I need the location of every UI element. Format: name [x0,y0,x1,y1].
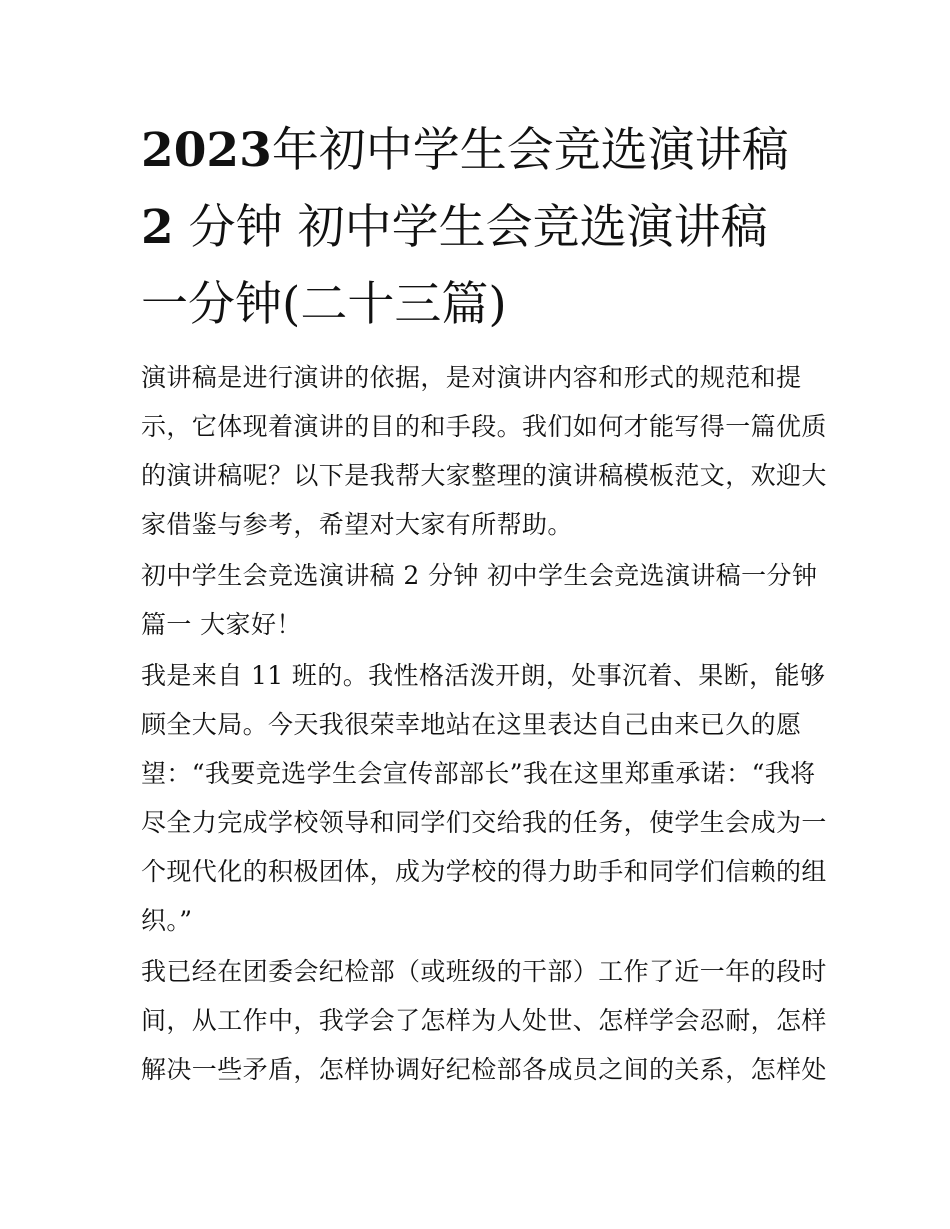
title-year: 2023 [141,123,272,178]
text-line: 间，从工作中，我学会了怎样为人处世、怎样学会忍耐，怎样 [141,1006,827,1035]
document-body [141,353,827,1094]
text-line: 篇一 大家好！ [141,610,302,639]
text-line: 解决一些矛盾，怎样协调好纪检部各成员之间的关系，怎样处 [141,1055,827,1084]
paragraph-self-intro [141,651,827,945]
title-line [141,189,821,266]
paragraph-experience [141,947,827,1094]
title-number: 2 [141,200,174,255]
title-text: 年初中学生会竞选演讲稿 [271,123,789,178]
title-text: 一分钟(二十三篇) [141,277,507,332]
title-text: 分钟 初中学生会竞选演讲稿 [188,200,768,255]
text-line: 顾全大局。今天我很荣幸地站在这里表达自己由来已久的愿 [141,710,802,739]
text-line: 尽全力完成学校领导和同学们交给我的任务，使学生会成为一 [141,808,827,837]
text-line: 望：“我要竞选学生会宣传部部长”我在这里郑重承诺：“我将 [141,759,816,788]
text-line: 的演讲稿呢？以下是我帮大家整理的演讲稿模板范文，欢迎大 [141,461,827,490]
text-line: 个现代化的积极团体，成为学校的得力助手和同学们信赖的组 [141,857,827,886]
text-line: 我已经在团委会纪检部（或班级的干部）工作了近一年的段时 [141,957,827,986]
text-line: 我是来自 11 班的。我性格活泼开朗，处事沉着、果断，能够 [141,661,826,690]
paragraph-heading [141,551,821,649]
text-line: 演讲稿是进行演讲的依据，是对演讲内容和形式的规范和提 [141,363,802,392]
document-page [141,112,827,1094]
text-line: 初中学生会竞选演讲稿 2 分钟 初中学生会竞选演讲稿一分钟 [141,561,818,590]
text-line: 织。” [141,906,193,935]
paragraph-intro [141,353,827,549]
title-line [141,266,821,343]
title-line [141,112,821,189]
document-title [141,112,821,343]
text-line: 家借鉴与参考，希望对大家有所帮助。 [141,510,573,539]
text-line: 示，它体现着演讲的目的和手段。我们如何才能写得一篇优质 [141,412,827,441]
